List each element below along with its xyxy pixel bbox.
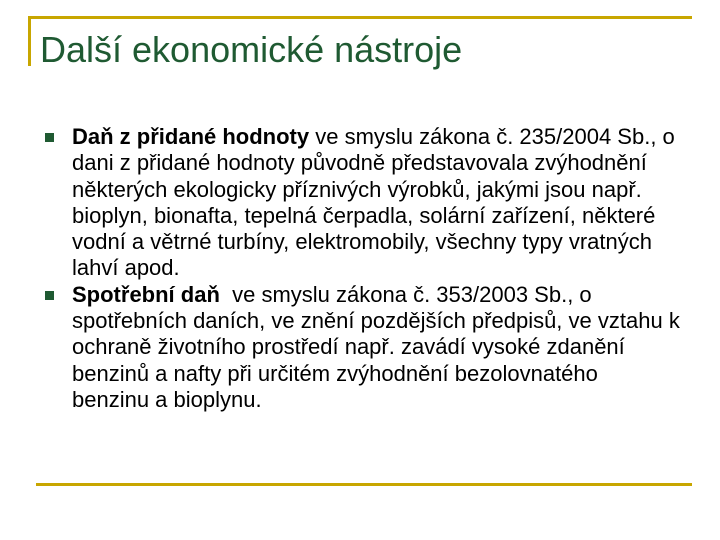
bullet-item-excise-tax	[40, 281, 686, 413]
bullet-item-vat	[40, 124, 680, 282]
bullet-list	[40, 124, 686, 413]
square-bullet-icon	[45, 133, 54, 142]
bullet-term: Daň z přidané hodnoty	[72, 124, 310, 149]
frame-top-line	[28, 16, 692, 19]
slide-title: Další ekonomické nástroje	[40, 29, 463, 70]
frame-bottom-line	[36, 483, 692, 486]
bullet-text: ve smyslu zákona č. 235/2004 Sb., o dani z přidané hodnoty původně představovala zvýhodnění některých ekologicky příznivých výrobků, jakými jsou např. bioplyn, bionafta, tepelná čerpadla, solární zařízení, některé vodní a větrné turbíny, elektromobily, všechny typy vratných lahví apod.	[72, 124, 681, 281]
frame-left-line	[28, 16, 31, 66]
bullet-term: Spotřební daň	[72, 281, 220, 307]
bullet-text: ve smyslu zákona č. 353/2003 Sb., o spotřebních daních, ve znění pozdějších předpisů, ve vztahu k ochraně životního prostředí např. zavádí vysoké zdanění benzinů a nafty při určitém zvýhodnění bezolovnatého benzinu a bioplynu.	[72, 281, 686, 412]
square-bullet-icon	[45, 291, 54, 300]
